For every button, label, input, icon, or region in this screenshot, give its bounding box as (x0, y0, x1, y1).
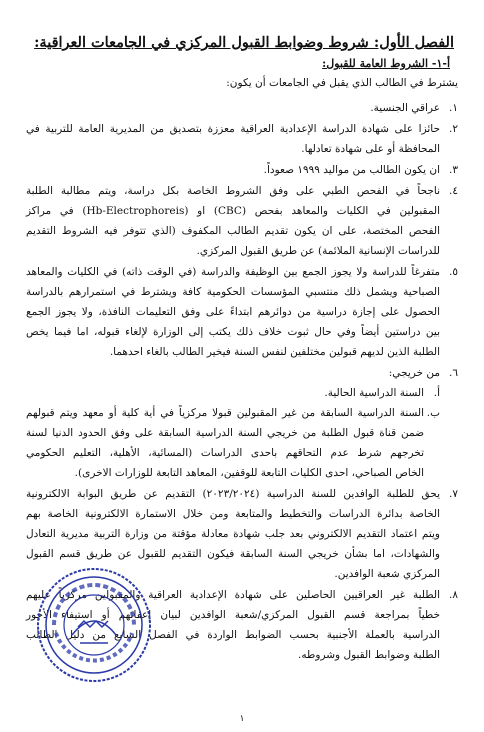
item-number: ٣. (449, 164, 458, 176)
intro-text: يشترط في الطالب الذي يقبل في الجامعات أن يكون: (226, 77, 458, 89)
text-line: الخاص الصباحي، احدى الكليات التابعة للوقفين، المعاهد التابعة للوزارات الاخرى). (74, 467, 424, 479)
list-item (26, 160, 458, 180)
text-line: تخرجهم شرط عدم التحاقهم باحدى الدراسات (المسائية، الأهلية، التعليم الحكومي (26, 447, 424, 459)
list-item (26, 262, 458, 362)
item-text (26, 262, 440, 362)
sub-item (26, 403, 458, 483)
item-number: ٤. (449, 185, 458, 197)
text-line: المقبولين في الكليات والمعاهد بفحص (CBC) او (Hb-Electrophoreis) في مراكز (26, 205, 441, 217)
text-line: السنة الدراسية السابقة من غير المقبولين قبولا مركزياً في أية كلية أو معهد ويتم قبولهم (26, 407, 424, 419)
item-number: ٥. (449, 266, 458, 278)
text-line: الطلبة وضوابط القبول وشروطه. (298, 649, 440, 661)
text-line: الصباحية ويشمل ذلك منتسبي المؤسسات الحكومية كافة ويشترط في استمرارهم بالدراسة (26, 286, 440, 298)
chapter-title: الفصل الأول: شروط وضوابط القبول المركزي في الجامعات العراقية: (34, 34, 454, 51)
sub-item-number: ب. (426, 407, 440, 419)
item-number: ٧. (449, 488, 458, 500)
official-stamp (34, 565, 154, 685)
item-text (26, 160, 440, 180)
text-line: يحق للطلبة الوافدين للسنة الدراسية (٢٠٢٣/٢٠٢٤) التقديم عن طريق البوابة الالكترونية (26, 488, 440, 500)
text-line: ناجحاً في الفحص الطبي على وفق الشروط الخاصة بكل دراسة، ويتم مطالبة الطلبة (26, 185, 440, 197)
item-number: ٦. (449, 367, 458, 379)
list-item (26, 119, 458, 159)
text-line: الخاصة بدائرة الدراسات والتخطيط والمتابعة ومن خلال الاستمارة الالكترونية الخاصة بهم (26, 508, 440, 520)
text-line: الطلبة الذين لديهم قبولين مختلفين لنفس السنة فيخير الطالب بالغاء احدهما. (109, 346, 440, 358)
text-line: بين دراستين أيضاً وفي حال ثبوت خلاف ذلك يكتب إلى الوزارة لإلغاء قبوله، اما فيما يخص (26, 326, 440, 338)
item-text (26, 98, 440, 118)
page-number: ١ (239, 714, 245, 724)
sub-item-number: أ. (433, 387, 440, 399)
item-text (26, 119, 440, 159)
text-line: خطياً بمراجعة قسم القبول المركزي/شعبة الوافدين لبيان إعفائهم أو استيفاء الأجور (26, 609, 440, 621)
item-number: ١. (449, 102, 458, 114)
section-title: أ-١- الشروط العامة للقبول: (322, 57, 450, 70)
text-line: من خريجي: (388, 367, 440, 379)
text-line: المركزي شعبة الوافدين. (334, 568, 440, 580)
item-text (26, 403, 424, 483)
text-line: المحافظة أو على شهادة تعادلها. (301, 143, 440, 155)
item-text (26, 383, 424, 403)
text-line: الدراسية بالعملة الأجنبية بحسب الضوابط الواردة في الفصل السابع من دليل الطالب (26, 629, 440, 641)
list-item (26, 181, 458, 261)
sub-item (26, 383, 458, 403)
item-text (26, 363, 440, 383)
text-line: ويتم اعتماد التقديم الالكتروني بعد جلب شهادة معادلة مؤقتة من وزارة التربية مديرية التعادل (26, 528, 440, 540)
text-line: للدراسات الإنسانية الملائمة) عن طريق القبول المركزي. (196, 245, 440, 257)
list-item (26, 98, 458, 118)
text-line: عراقي الجنسية. (370, 102, 440, 114)
text-line: حائزا على شهادة الدراسة الإعدادية العراقية معززة بتصديق من المديرية العامة للتربية في (26, 123, 440, 135)
text-line: ضمن قناة قبول الطلبة من خريجي السنة الدراسية السابقة على وفق الحدود الدنيا لسنة (26, 427, 424, 439)
text-line: السنة الدراسية الحالية. (324, 387, 424, 399)
item-number: ٢. (449, 123, 458, 135)
text-line: الفحص المختصة، على ان يكون تقديم الطالب المكفوف (الذي تتوفر فيه الشروط التقديم (26, 225, 440, 237)
item-number: ٨. (449, 589, 458, 601)
item-text (26, 181, 440, 261)
text-line: الطلبة غير العراقيين الحاصلين على شهادة الإعدادية العراقية والمقبولين مركزياً عليهم (26, 589, 440, 601)
text-line: والشهادات، اما بشأن خريجي السنة السابقة فيكون التقديم للقبول عن طريق قسم القبول (26, 548, 440, 560)
text-line: الحصول على إجازة دراسية من دوائرهم ابتداءً على وفق التعليمات النافذة، ولا يجوز الجمع (26, 306, 440, 318)
text-line: متفرغاً للدراسة ولا يجوز الجمع بين الوظيفة والدراسة (في الوقت ذاته) في الكليات والمعاهد (26, 266, 440, 278)
list-item (26, 363, 458, 383)
text-line: ان يكون الطالب من مواليد ١٩٩٩ صعوداً. (263, 164, 440, 176)
